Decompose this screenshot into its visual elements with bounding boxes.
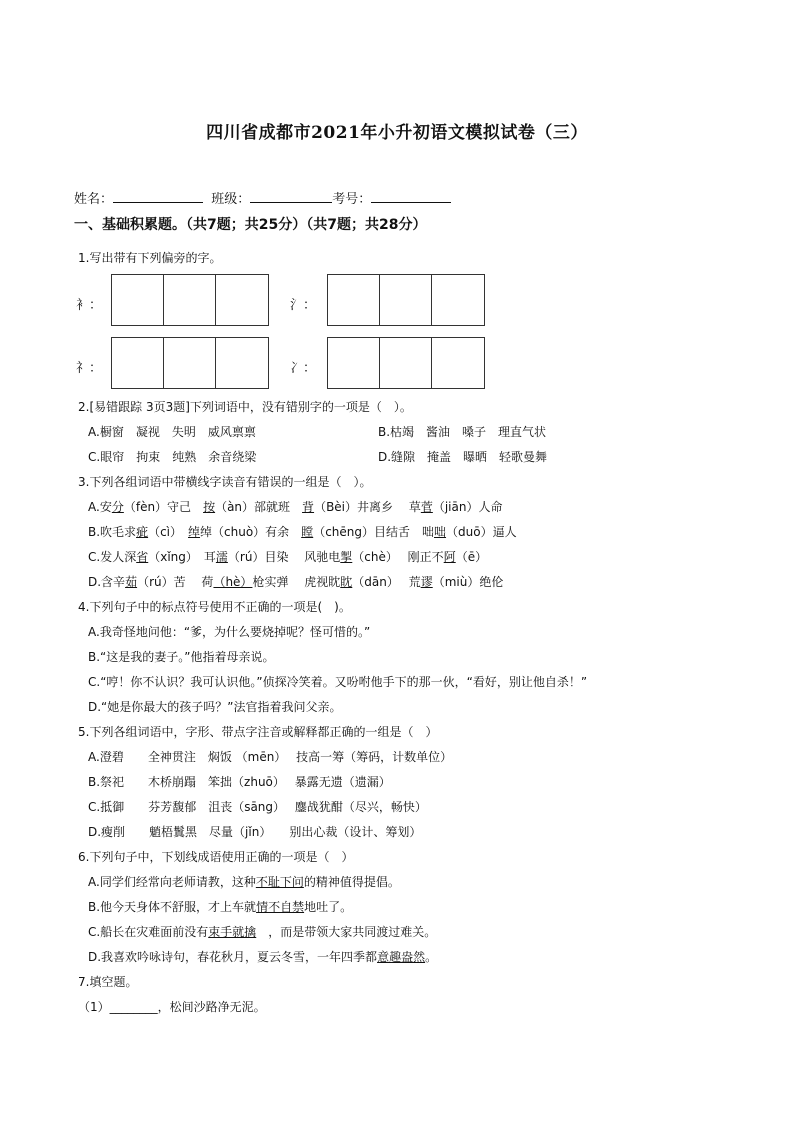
- q3-option-a: A.安分（fèn）守己 按（àn）部就班 背（Bèi）井离乡 草菅（jiān）人命: [88, 500, 503, 514]
- q6-option-a: A.同学们经常向老师请教，这种不耻下问的精神值得提倡。: [88, 875, 400, 889]
- answer-cell[interactable]: [216, 275, 268, 325]
- exam-label: 考号：: [332, 192, 372, 207]
- q5-option-d: D.瘦削 魈梧鬒黑 尽量（jǐn） 别出心裁（设计、筹划）: [88, 825, 422, 839]
- q5-option-a: A.澄碧 全神贯注 焖饭 （mēn） 技高一筹（筹码，计数单位）: [88, 750, 453, 764]
- student-info-row: [74, 188, 451, 207]
- answer-grid-4[interactable]: [327, 337, 485, 389]
- question-6-stem: 6.下列句子中，下划线成语使用正确的一项是（ ）: [78, 850, 354, 864]
- radical-4: 冫：: [290, 361, 317, 376]
- q4-option-d: D.“她是你最大的孩子吗？”法官指着我问父亲。: [88, 700, 342, 714]
- question-3-stem: 3.下列各组词语中带横线字读音有错误的一组是（ ）。: [78, 475, 372, 489]
- class-blank[interactable]: [250, 189, 332, 203]
- q2-option-a: A.橱窗 凝视 失明 威风禀禀: [88, 425, 256, 439]
- question-1-stem: 1.写出带有下列偏旁的字。: [78, 251, 222, 265]
- q7-item-1: （1）________，松间沙路净无泥。: [78, 1000, 266, 1014]
- q2-option-b: B.枯竭 酱油 嗓子 理直气状: [378, 425, 547, 439]
- q4-option-c: C.“哼！你不认识？我可认识他。”侦探冷笑着。又吩咐他手下的那一伙，“看好，别让他自杀！”: [88, 675, 588, 689]
- name-blank[interactable]: [113, 189, 203, 203]
- q4-option-a: A.我奇怪地问他：“爹，为什么要烧掉呢？怪可惜的。”: [88, 625, 371, 639]
- answer-cell[interactable]: [112, 338, 164, 388]
- answer-cell[interactable]: [328, 338, 380, 388]
- question-4-stem: 4.下列句子中的标点符号使用不正确的一项是( )。: [78, 600, 351, 614]
- q6-option-b: B.他今天身体不舒服，才上车就情不自禁地吐了。: [88, 900, 353, 914]
- class-label: 班级：: [211, 192, 251, 207]
- section-heading: 一、基础积累题。（共7题；共25分）（共7题；共28分）: [74, 217, 427, 233]
- answer-cell[interactable]: [328, 275, 380, 325]
- answer-cell[interactable]: [432, 338, 484, 388]
- answer-cell[interactable]: [164, 275, 216, 325]
- answer-cell[interactable]: [112, 275, 164, 325]
- question-5-stem: 5.下列各组词语中，字形、带点字注音或解释都正确的一组是（ ）: [78, 725, 438, 739]
- q3-option-d: D.含辛茹（rú）苦 荷（hè）枪实弹 虎视眈眈（dān） 荒谬（miù）绝伦: [88, 575, 504, 589]
- radical-3: 礻：: [76, 361, 103, 376]
- q6-option-d: D.我喜欢吟咏诗句，春花秋月，夏云冬雪，一年四季都意趣盎然。: [88, 950, 438, 964]
- q4-option-b: B.“这是我的妻子。”他指着母亲说。: [88, 650, 275, 664]
- answer-cell[interactable]: [380, 275, 432, 325]
- answer-cell[interactable]: [164, 338, 216, 388]
- answer-grid-1[interactable]: [111, 274, 269, 326]
- answer-cell[interactable]: [216, 338, 268, 388]
- q3-option-c: C.发人深省（xǐng） 耳濡（rú）目染 风驰电掣（chè） 刚正不阿（ē）: [88, 550, 488, 564]
- name-label: 姓名：: [74, 192, 114, 207]
- answer-grid-2[interactable]: [327, 274, 485, 326]
- answer-grid-3[interactable]: [111, 337, 269, 389]
- q2-option-c: C.眼帘 拘束 纯熟 余音绕梁: [88, 450, 257, 464]
- radical-2: 氵：: [290, 298, 317, 313]
- q3-option-b: B.吹毛求疵（cì） 绰绰（chuò）有余 瞠（chēng）目结舌 咄咄（duō）逼人: [88, 525, 517, 539]
- question-2-stem: 2.[易错跟踪 3页3题]下列词语中，没有错别字的一项是（ ）。: [78, 400, 412, 414]
- question-7-stem: 7.填空题。: [78, 975, 138, 989]
- radical-1: 衤：: [76, 298, 103, 313]
- q5-option-b: B.祭祀 木桥崩蹋 笨拙（zhuō） 暴露无遗（遗漏）: [88, 775, 391, 789]
- q5-option-c: C.抵御 芬芳馥郁 沮丧（sāng） 鏖战犹酣（尽兴，畅快）: [88, 800, 427, 814]
- q6-option-c: C.船长在灾难面前没有束手就擒 ，而是带领大家共同渡过难关。: [88, 925, 437, 939]
- answer-cell[interactable]: [380, 338, 432, 388]
- answer-cell[interactable]: [432, 275, 484, 325]
- exam-blank[interactable]: [371, 189, 451, 203]
- q2-option-d: D.缝隙 掩盖 曝晒 轻歌曼舞: [378, 450, 548, 464]
- page-title: 四川省成都市2021年小升初语文模拟试卷（三）: [206, 123, 588, 143]
